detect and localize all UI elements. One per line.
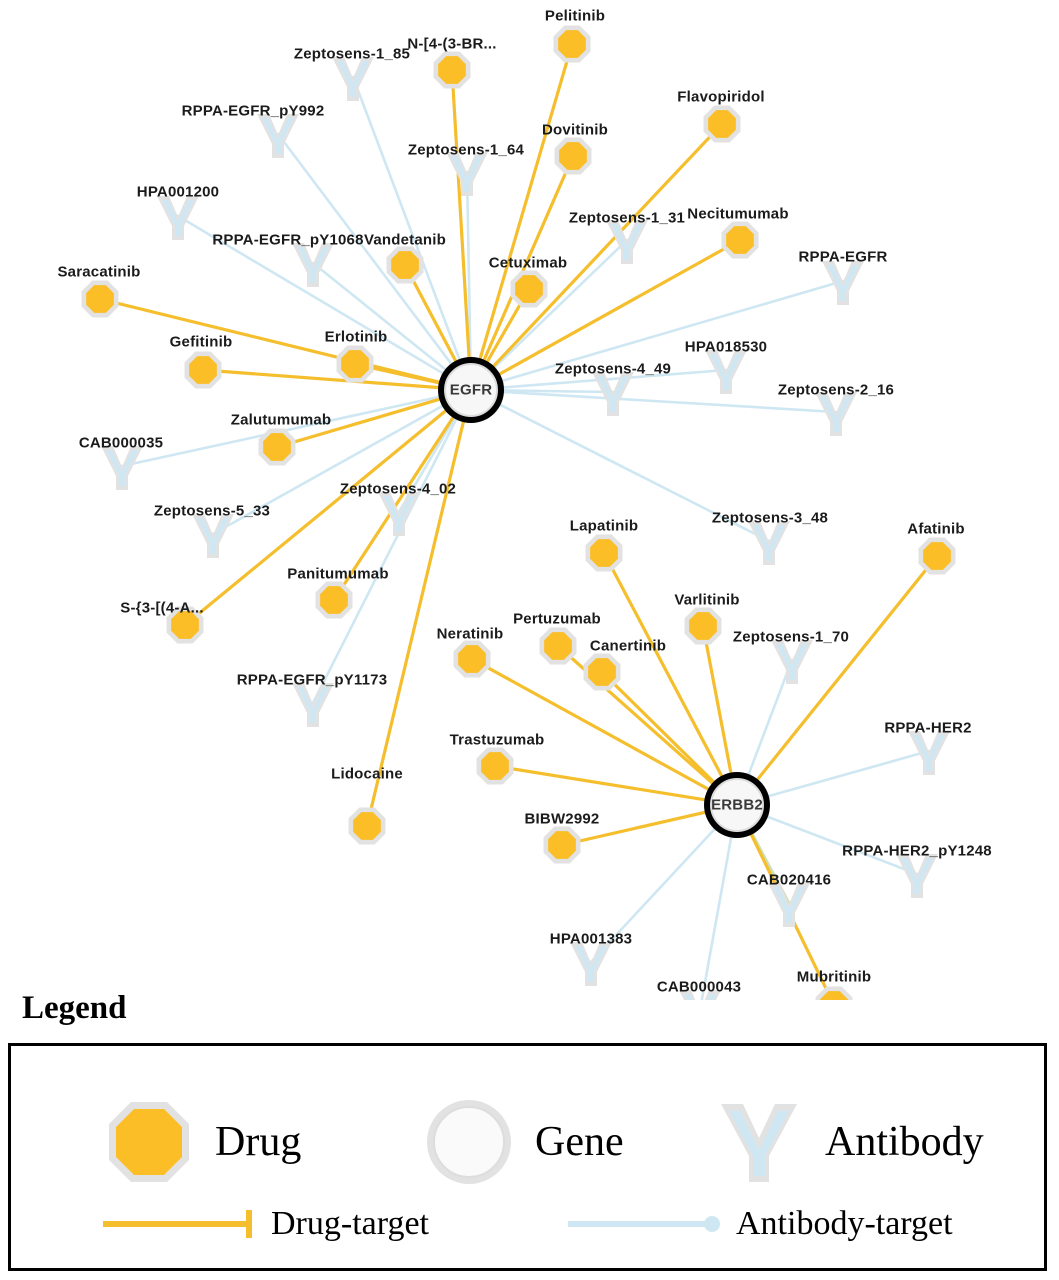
drug-node — [816, 987, 853, 1000]
drug-target-edge — [604, 553, 723, 778]
legend-label-gene: Gene — [535, 1119, 624, 1165]
antibody-target-edge — [353, 77, 460, 362]
antibody-node — [768, 883, 810, 927]
drug-target-edge-icon — [101, 1204, 261, 1244]
drug-node — [387, 247, 424, 284]
node-label: RPPA-HER2_pY1248 — [842, 842, 992, 860]
drug-node — [586, 535, 623, 572]
drug-node — [454, 641, 491, 678]
drug-node — [259, 429, 296, 466]
node-label: Zeptosens-5_33 — [153, 502, 271, 520]
drug-node — [704, 106, 741, 143]
legend-label-antibody-target: Antibody-target — [736, 1205, 953, 1242]
drug-node — [337, 346, 374, 383]
antibody-target-edge — [700, 835, 732, 1000]
drug-node — [434, 52, 471, 89]
node-label: RPPA-EGFR — [798, 248, 888, 266]
legend-box — [8, 1043, 1047, 1271]
drug-node — [544, 827, 581, 864]
antibody-node — [446, 152, 488, 196]
drug-node — [316, 582, 353, 619]
node-label: Zeptosens-4_02 — [339, 480, 457, 498]
drug-node — [685, 608, 722, 645]
antibody-target-edge — [500, 281, 843, 382]
node-label: Pertuzumab — [513, 610, 601, 628]
antibody-node — [292, 243, 334, 287]
node-label: Zeptosens-1_31 — [568, 209, 686, 227]
drug-node — [82, 281, 119, 318]
drug-target-edge — [703, 626, 731, 776]
gene-icon — [421, 1094, 517, 1190]
drug-node — [554, 26, 591, 63]
antibody-node — [157, 196, 199, 240]
drug-target-edge — [479, 44, 572, 361]
drug-target-edge — [492, 121, 722, 368]
node-label: Lapatinib — [569, 517, 639, 535]
antibody-node — [815, 392, 857, 436]
node-label: RPPA-EGFR_pY1068 — [212, 231, 364, 249]
node-label: Gefitinib — [169, 333, 233, 351]
node-label: Panitumumab — [287, 565, 389, 583]
legend-item-drug — [101, 1094, 301, 1190]
legend-label-drug-target: Drug-target — [271, 1205, 429, 1242]
antibody-node — [771, 640, 813, 684]
node-label: Mubritinib — [796, 968, 872, 986]
drug-node — [584, 654, 621, 691]
antibody-node — [822, 261, 864, 305]
antibody-node — [292, 683, 334, 727]
node-label: Zeptosens-3_48 — [711, 509, 829, 527]
antibody-target-edge-icon — [566, 1204, 726, 1244]
node-label: Vandetanib — [363, 231, 447, 249]
node-label: BIBW2992 — [524, 810, 600, 828]
node-label: Varlitinib — [674, 591, 740, 609]
drug-node — [540, 628, 577, 665]
drug-node — [722, 222, 759, 259]
node-label: Cetuximab — [488, 254, 568, 272]
node-label: Zeptosens-1_70 — [732, 628, 850, 646]
antibody-target-edge — [766, 751, 929, 797]
node-label: Zeptosens-4_49 — [554, 360, 672, 378]
legend-item-drug-target — [101, 1204, 429, 1244]
node-label: CAB020416 — [746, 871, 832, 889]
legend-node-row — [11, 1086, 1044, 1196]
legend-label-antibody: Antibody — [825, 1119, 984, 1165]
node-label: Canertinib — [589, 637, 667, 655]
legend-item-gene — [421, 1094, 624, 1190]
node-label: CAB000035 — [78, 434, 164, 452]
node-label: ERBB2 — [711, 796, 763, 814]
antibody-node — [192, 514, 234, 558]
node-label: Zeptosens-1_85 — [293, 45, 411, 63]
drug-icon — [101, 1094, 197, 1190]
node-label: EGFR — [449, 381, 493, 399]
node-label: Lidocaine — [331, 765, 403, 783]
node-label: Erlotinib — [324, 328, 388, 346]
node-label: Saracatinib — [57, 263, 141, 281]
node-label: Dovitinib — [542, 121, 608, 139]
node-label: Trastuzumab — [449, 731, 545, 749]
antibody-node — [101, 446, 143, 490]
legend-edge-row — [11, 1204, 1044, 1264]
drug-node — [919, 538, 956, 575]
node-label: Neratinib — [436, 625, 504, 643]
drug-node — [477, 748, 514, 785]
drug-target-edge — [756, 556, 937, 782]
node-label: HPA018530 — [684, 338, 768, 356]
node-label: Pelitinib — [544, 7, 606, 25]
drug-node — [555, 138, 592, 175]
node-label: Zalutumumab — [230, 411, 332, 429]
node-label: CAB000043 — [656, 978, 742, 996]
node-label: HPA001383 — [549, 930, 633, 948]
node-label: Zeptosens-2_16 — [777, 381, 895, 399]
antibody-node — [896, 854, 938, 898]
node-label: RPPA-HER2 — [884, 719, 972, 737]
node-label: Afatinib — [907, 520, 965, 538]
antibody-icon — [711, 1094, 807, 1190]
legend-item-antibody-target — [566, 1204, 953, 1244]
drug-node — [349, 808, 386, 845]
node-label: HPA001200 — [136, 183, 220, 201]
legend-title: Legend — [22, 990, 127, 1026]
drug-node — [511, 271, 548, 308]
node-label: N-[4-(3-BR... — [407, 35, 497, 53]
drug-node — [185, 352, 222, 389]
drug-target-edge — [602, 672, 716, 784]
antibody-node — [908, 731, 950, 775]
antibody-node — [570, 942, 612, 986]
node-label: RPPA-EGFR_pY1173 — [236, 671, 388, 689]
legend-label-drug: Drug — [215, 1119, 302, 1165]
antibody-target-edge — [748, 660, 792, 777]
node-label: Necitumumab — [687, 205, 789, 223]
antibody-node — [748, 521, 790, 565]
antibody-node — [332, 57, 374, 101]
node-label: S-{3-[(4-A... — [120, 599, 204, 617]
node-label: RPPA-EGFR_pY992 — [181, 102, 325, 120]
node-label: Flavopiridol — [677, 88, 765, 106]
legend-item-antibody — [711, 1094, 984, 1190]
node-label: Zeptosens-1_64 — [407, 141, 525, 159]
